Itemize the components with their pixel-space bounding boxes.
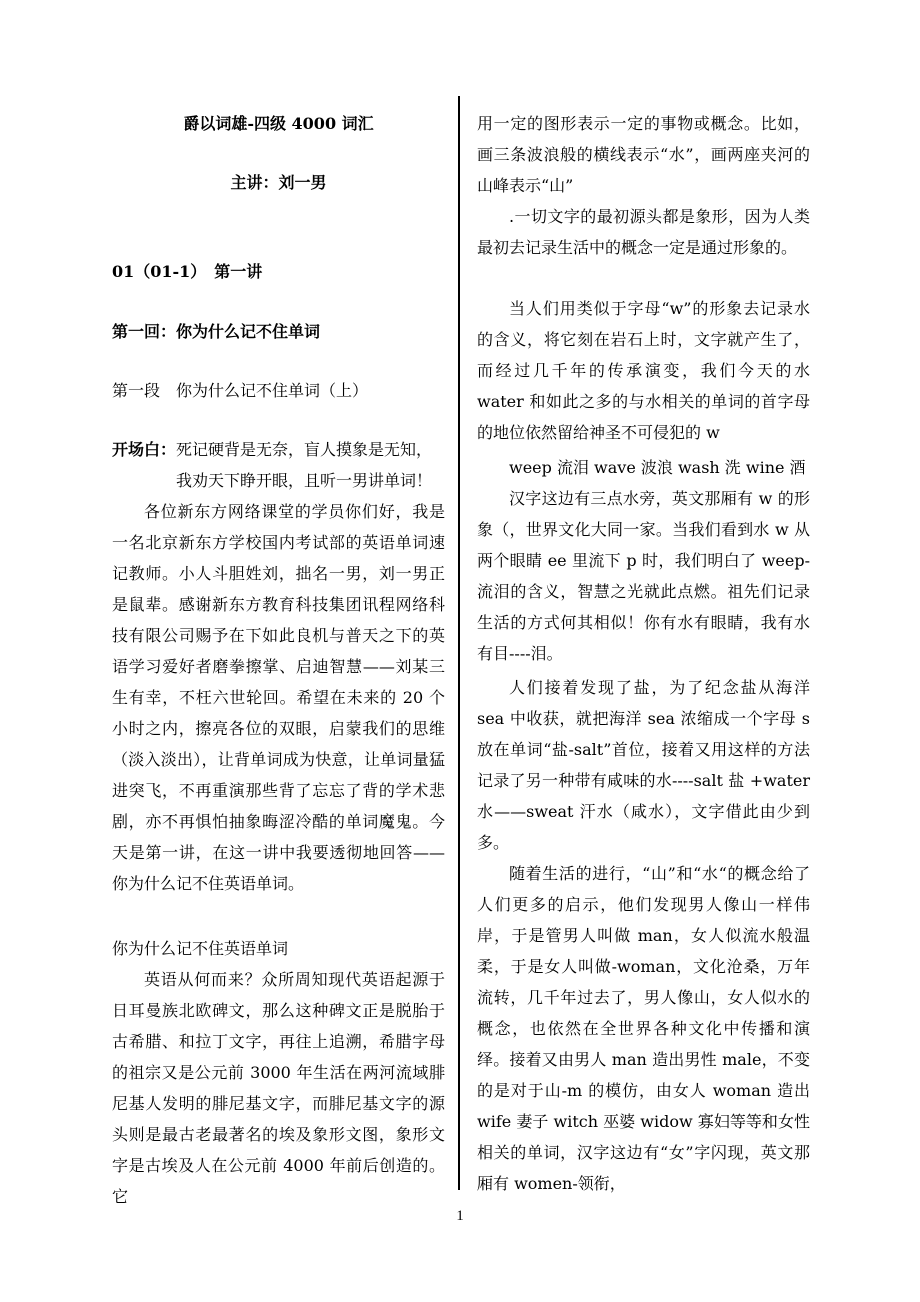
- page-number: 1: [456, 1208, 464, 1224]
- right-paragraph-6: 随着生活的进行，“山”和“水“的概念给了人们更多的启示，他们发现男人像山一样伟岸，于是管男人叫做 man，女人似流水般温柔，于是女人叫做-woman，文化沧桑，万年流转，几千年过去了，男人像山，女人似水的概念，也依然在全世界各种文化中传播和演绎。接着又由男人 man 造出男性 male，不变的是对于山-m 的模仿，由女人 woman 造出 wife 妻子 witch 巫婆 widow 寡妇等等和女性相关的单词，汉字这边有“女”字闪现，英文那厢有 women-领衔，: [477, 864, 810, 1193]
- lesson-heading: 01（01-1） 第一讲: [112, 262, 263, 281]
- chapter-heading: 第一回：你为什么记不住单词: [112, 322, 321, 341]
- section-heading: 第一段 你为什么记不住单词（上）: [112, 381, 369, 400]
- document-title: 爵以词雄-四级 4000 词汇: [183, 114, 374, 133]
- column-divider: [458, 96, 460, 1190]
- subheading: 你为什么记不住英语单词: [112, 939, 289, 958]
- right-paragraph-1: 用一定的图形表示一定的事物或概念。比如，画三条波浪般的横线表示“水”，画两座夹河的山峰表示“山”: [477, 114, 810, 195]
- origin-paragraph: 英语从何而来？众所周知现代英语起源于日耳曼族北欧碑文，那么这种碑文正是脱胎于古希腊、和拉丁文字，再往上追溯，希腊字母的祖宗又是公元前 3000 年生活在两河流域腓尼基人发明的腓尼基文字，而腓尼基文字的源头则是最古老最著名的埃及象形文图，象形文字是古埃及人在公元前 4000 年前后创造的。它: [112, 970, 445, 1206]
- opening-line-2: 我劝天下睁开眼，且听一男讲单词！: [176, 471, 433, 490]
- intro-paragraph: 各位新东方网络课堂的学员你们好，我是一名北京新东方学校国内考试部的英语单词速记教师。小人斗胆姓刘，拙名一男，刘一男正是鼠辈。感谢新东方教育科技集团讯程网络科技有限公司赐予在下如此良机与普天之下的英语学习爱好者磨拳擦掌、启迪智慧——刘某三生有幸，不枉六世轮回。希望在未来的 20 个小时之内，擦亮各位的双眼，启蒙我们的思维（淡入淡出），让背单词成为快意，让单词量猛进突飞，不再重演那些背了忘忘了背的学术悲剧，亦不再惧怕抽象晦涩冷酷的单词魔鬼。今天是第一讲，在这一讲中我要透彻地回答——你为什么记不住英语单词。: [112, 502, 445, 893]
- right-paragraph-2: .一切文字的最初源头都是象形，因为人类最初去记录生活中的概念一定是通过形象的。: [477, 207, 810, 257]
- lecturer-line: 主讲：刘一男: [230, 173, 327, 192]
- word-examples: weep 流泪 wave 波浪 wash 洗 wine 酒: [509, 458, 806, 477]
- opening-block: [112, 434, 445, 899]
- right-paragraph-3: 当人们用类似于字母“w”的形象去记录水的含义，将它刻在岩石上时，文字就产生了，而经过几千年的传承演变，我们今天的水 water 和如此之多的与水相关的单词的首字母的地位依然留给神圣不可侵犯的 w: [477, 299, 810, 442]
- opening-label: 开场白：: [112, 440, 177, 459]
- opening-line-1: 死记硬背是无奈，盲人摸象是无知，: [176, 440, 433, 459]
- right-paragraph-5: 人们接着发现了盐，为了纪念盐从海洋 sea 中收获，就把海洋 sea 浓缩成一个字母 s 放在单词“盐-salt”首位，接着又用这样的方法记录了另一种带有咸味的水----salt 盐 +water 水——sweat 汗水（咸水），文字借此由少到多。: [477, 678, 810, 852]
- right-paragraph-4: 汉字这边有三点水旁，英文那厢有 w 的形象（，世界文化大同一家。当我们看到水 w 从两个眼睛 ee 里流下 p 时，我们明白了 weep-流泪的含义，智慧之光就此点燃。祖先们记录生活的方式何其相似！你有水有眼睛，我有水有目----泪。: [477, 489, 810, 663]
